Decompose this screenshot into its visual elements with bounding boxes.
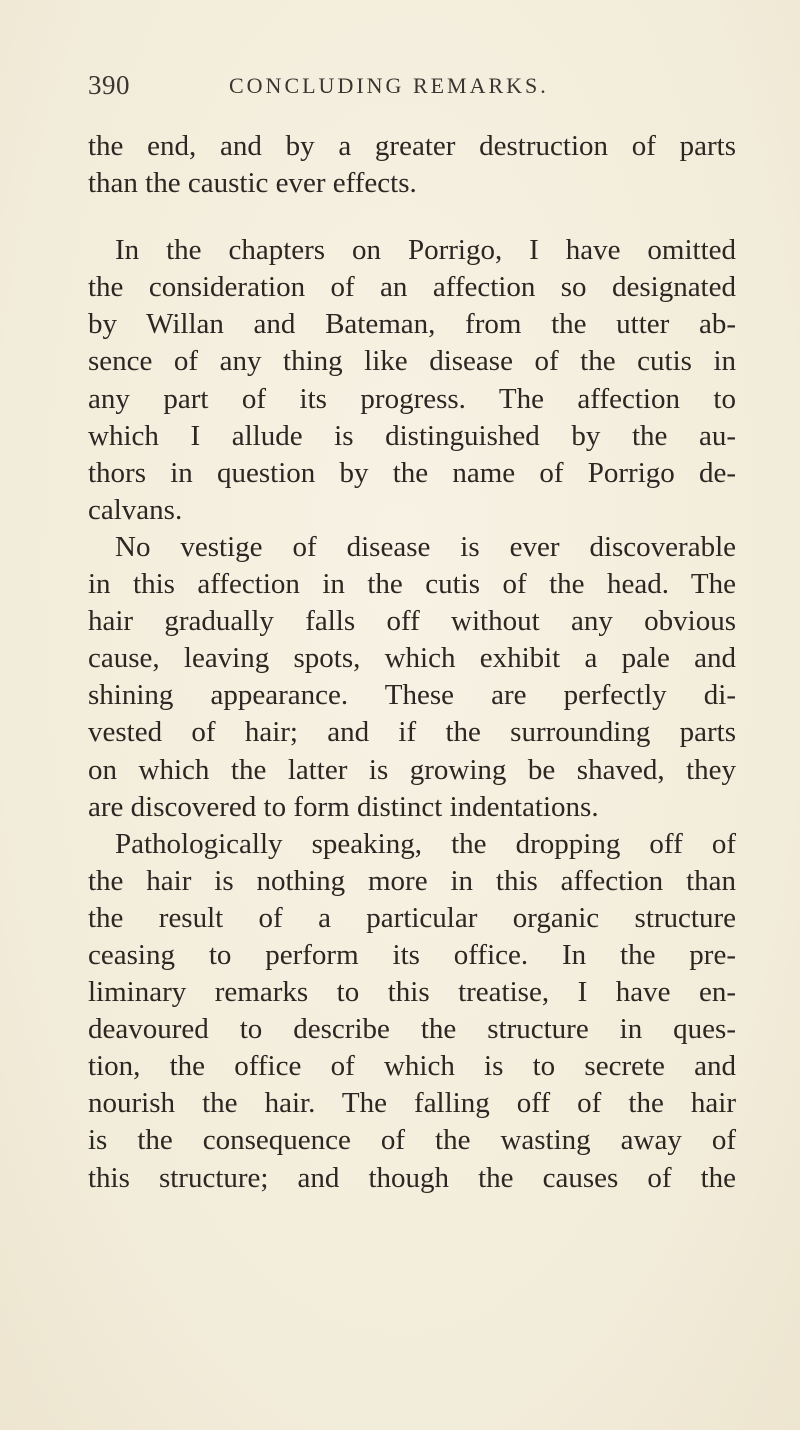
text-line: is the consequence of the wasting away of	[88, 1124, 736, 1157]
text-line: nourish the hair. The falling off of the hair	[88, 1087, 736, 1120]
paragraph	[88, 529, 736, 826]
text-line: tion, the office of which is to secrete and	[88, 1050, 736, 1083]
text-line: which I allude is distinguished by the au-	[88, 419, 736, 452]
text-line: the hair is nothing more in this affection than	[88, 864, 736, 897]
text-line: cause, leaving spots, which exhibit a pale and	[88, 642, 736, 675]
text-line: the result of a particular organic structure	[88, 901, 736, 934]
text-line: calvans.	[88, 493, 183, 526]
text-line: than the caustic ever effects.	[88, 167, 417, 200]
text-line: deavoured to describe the structure in ques-	[88, 1013, 736, 1046]
text-line: on which the latter is growing be shaved, they	[88, 753, 736, 786]
text-line: in this affection in the cutis of the head. The	[88, 568, 736, 601]
text-line: ceasing to perform its office. In the pre-	[88, 938, 736, 971]
page-number: 390	[88, 70, 130, 100]
text-line: In the chapters on Porrigo, I have omitted	[115, 234, 736, 267]
paragraph	[88, 826, 736, 1197]
text-line: vested of hair; and if the surrounding parts	[88, 716, 736, 749]
running-head: CONCLUDING REMARKS.	[229, 73, 549, 98]
text-line: this structure; and though the causes of the	[88, 1161, 736, 1194]
text-line: hair gradually falls off without any obvious	[88, 605, 736, 638]
paragraph	[88, 232, 736, 529]
text-line: No vestige of disease is ever discoverable	[115, 530, 736, 563]
paragraph	[88, 128, 736, 202]
text-line: sence of any thing like disease of the cutis in	[88, 345, 736, 378]
page-header	[88, 70, 748, 106]
text-line: any part of its progress. The affection to	[88, 382, 736, 415]
text-line: Pathologically speaking, the dropping off of	[115, 827, 736, 860]
text-line: liminary remarks to this treatise, I have en-	[88, 976, 736, 1009]
text-line: are discovered to form distinct indentations.	[88, 790, 599, 823]
text-line: thors in question by the name of Porrigo de-	[88, 456, 736, 489]
text-line: the end, and by a greater destruction of parts	[88, 130, 736, 162]
text-line: shining appearance. These are perfectly di-	[88, 679, 736, 712]
body-text	[88, 128, 736, 1197]
text-line: by Willan and Bateman, from the utter ab-	[88, 308, 736, 341]
text-line: the consideration of an affection so designated	[88, 271, 736, 304]
